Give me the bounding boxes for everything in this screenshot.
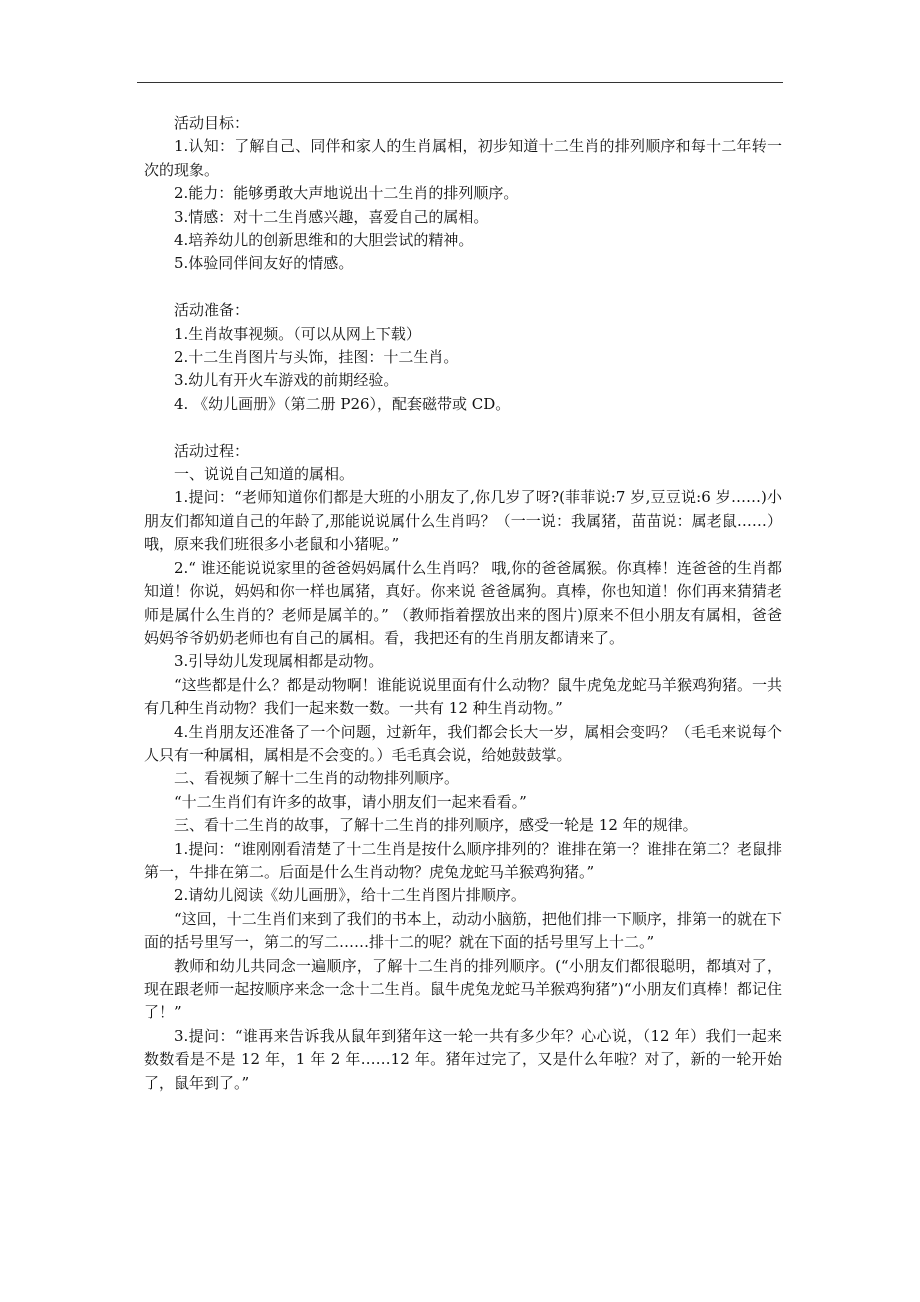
section-gap: [144, 276, 782, 299]
goal-item: 5.体验同伴间友好的情感。: [174, 254, 354, 273]
section-gap: [144, 416, 782, 439]
process-paragraph: 1.提问：“谁刚刚看清楚了十二生肖是按什么顺序排列的？谁排在第一？谁排在第二？老鼠排第一，牛排在第二。后面是什么生肖动物？虎兔龙蛇马羊猴鸡狗猪。”: [144, 839, 782, 881]
goals-heading: 活动目标：: [174, 114, 250, 132]
process-paragraph: 教师和幼儿共同念一遍顺序，了解十二生肖的排列顺序。(“小朋友们都很聪明，都填对了，现在跟老师一起按顺序来念一念十二生肖。鼠牛虎兔龙蛇马羊猴鸡狗猪”)“小朋友们真棒！都记住了！”: [144, 956, 782, 1022]
process-paragraph: 二、看视频了解十二生肖的动物排列顺序。: [174, 769, 460, 788]
goal-item: 4.培养幼儿的创新思维和的大胆尝试的精神。: [174, 231, 474, 250]
process-heading: 活动过程：: [174, 441, 250, 460]
process-paragraph: 3.引导幼儿发现属相都是动物。: [174, 652, 384, 671]
process-paragraph: 2.“ 谁还能说说家里的爸爸妈妈属什么生肖吗？ 哦,你的爸爸属猴。你真棒！连爸爸的生肖都知道！你说，妈妈和你一样也属猪，真好。你来说 爸爸属狗。真棒，你也知道！你们再来猜猜老师是属什么生肖的？老师是属羊的。” （教师指着摆放出来的图片)原来不但小朋友有属相，爸爸妈妈爷爷奶奶老师也有自己的属相。看，我把还有的生肖朋友都请来了。: [144, 558, 782, 647]
prep-item: 3.幼儿有开火车游戏的前期经验。: [174, 371, 399, 390]
goal-item: 3.情感：对十二生肖感兴趣，喜爱自己的属相。: [174, 207, 489, 226]
process-paragraph: 三、看十二生肖的故事，了解十二生肖的排列顺序，感受一轮是 12 年的规律。: [174, 816, 698, 835]
process-paragraph: 2.请幼儿阅读《幼儿画册》，给十二生肖图片排顺序。: [174, 886, 526, 905]
prep-item: 1.生肖故事视频。（可以从网上下载）: [174, 324, 421, 343]
process-paragraph: 一、说说自己知道的属相。: [174, 465, 355, 484]
goal-item: 2.能力：能够勇敢大声地说出十二生肖的排列顺序。: [174, 184, 519, 203]
process-paragraph: “十二生肖们有许多的故事，请小朋友们一起来看看。”: [174, 792, 527, 811]
prep-item: 2.十二生肖图片与头饰，挂图：十二生肖。: [174, 348, 459, 367]
document-body: [144, 112, 782, 1095]
goal-item: 1.认知：了解自己、同伴和家人的生肖属相，初步知道十二生肖的排列顺序和每十二年转一次的现象。: [144, 137, 782, 179]
process-paragraph: “这些都是什么？都是动物啊！谁能说说里面有什么动物？鼠牛虎兔龙蛇马羊猴鸡狗猪。一共有几种生肖动物？我们一起来数一数。一共有 12 种生肖动物。”: [144, 675, 782, 718]
process-paragraph: 3.提问：“谁再来告诉我从鼠年到猪年这一轮一共有多少年？心心说，（12 年）我们一起来数数看是不是 12 年，1 年 2 年……12 年。猪年过完了，又是什么年啦？对了，新的一轮开始了，鼠年到了。”: [144, 1026, 782, 1092]
process-paragraph: 1.提问：“老师知道你们都是大班的小朋友了,你几岁了呀?(菲菲说:7 岁,豆豆说:6 岁……)小朋友们都知道自己的年龄了,那能说说属什么生肖吗？（一一说：我属猪，苗苗说：属老鼠……）哦，原来我们班很多小老鼠和小猪呢。”: [144, 488, 782, 554]
process-paragraph: 4.生肖朋友还准备了一个问题，过新年，我们都会长大一岁，属相会变吗？（毛毛来说每个人只有一种属相，属相是不会变的。）毛毛真会说，给她鼓鼓掌。: [144, 722, 782, 764]
header-rule: [137, 82, 783, 83]
process-paragraph: “这回，十二生肖们来到了我们的书本上，动动小脑筋，把他们排一下顺序，排第一的就在下面的括号里写一，第二的写二……排十二的呢？就在下面的括号里写上十二。”: [144, 909, 782, 952]
prep-heading: 活动准备：: [174, 301, 250, 320]
prep-item: 4. 《幼儿画册》（第二册 P26），配套磁带或 CD。: [174, 394, 511, 413]
